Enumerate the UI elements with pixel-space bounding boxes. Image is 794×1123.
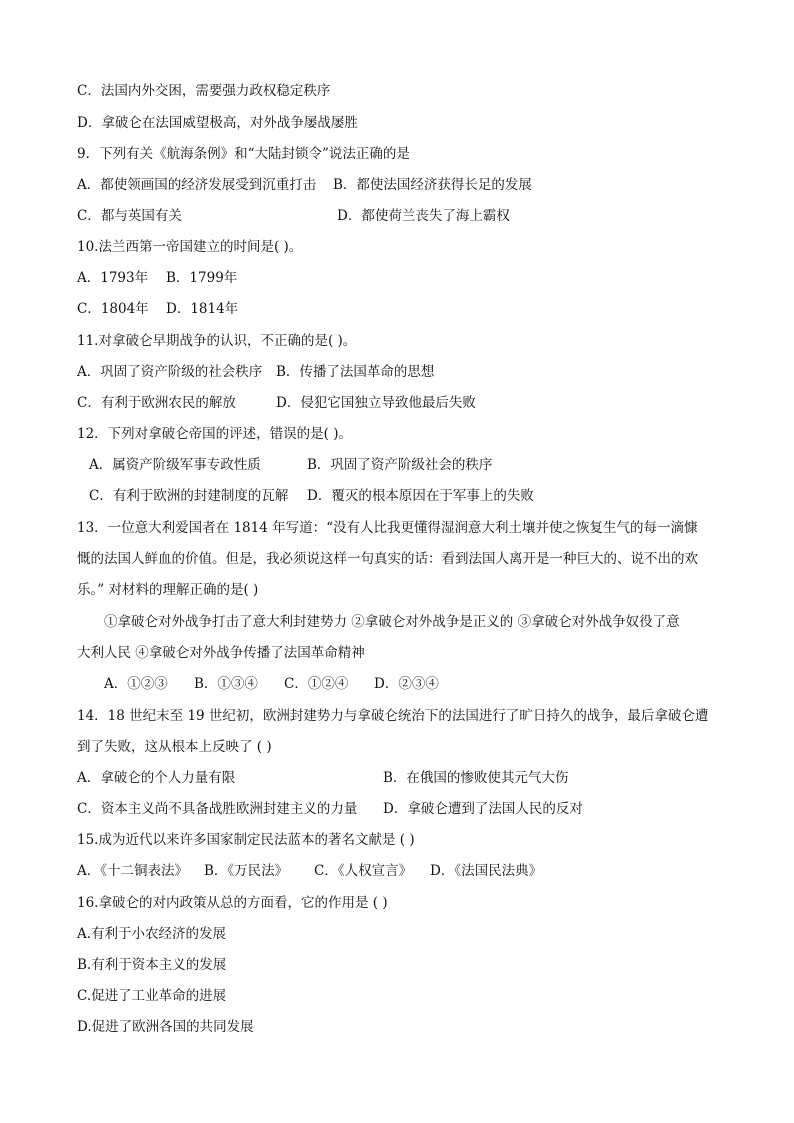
q15-option-b: B．《万民法》 [204, 863, 289, 879]
q13-statements-line1: ①拿破仑对外战争打击了意大利封建势力 ②拿破仑对外战争是正义的 ③拿破仑对外战争奴役了意 [104, 614, 680, 630]
q13-option-c: C．①②④ [284, 676, 349, 692]
q9-option-a: A．都使领画国的经济发展受到沉重打击 [77, 177, 317, 193]
q8-option-c: C．法国内外交困，需要强力政权稳定秩序 [77, 83, 331, 99]
q15-option-c: C．《人权宣言》 [314, 863, 413, 879]
q13-stem-line2: 慨的法国人鲜血的价值。但是，我必须说这样一句真实的话：看到法国人离开是一种巨大的、说不出的欢 [77, 551, 698, 567]
q11-option-d: D．侵犯它国独立导致他最后失败 [276, 395, 476, 411]
q16-option-d: D.促进了欧洲各国的共同发展 [77, 1019, 254, 1035]
q11-stem: 11.对拿破仑早期战争的认识，不正确的是( )。 [77, 333, 357, 349]
q14-option-d: D．拿破仑遭到了法国人民的反对 [383, 801, 583, 817]
q9-option-c: C．都与英国有关 [77, 208, 182, 224]
q10-option-d: D．1814年 [166, 301, 239, 317]
q13-option-d: D．②③④ [374, 676, 439, 692]
q11-option-a: A．巩固了资产阶级的社会秩序 [77, 364, 263, 380]
q13-option-b: B．①③④ [194, 676, 258, 692]
q16-option-c: C.促进了工业革命的进展 [77, 988, 227, 1004]
q12-option-c: C．有利于欧洲的封建制度的瓦解 [89, 488, 289, 504]
q15-option-a: A．《十二铜表法》 [77, 863, 188, 879]
q12-option-d: D．覆灭的根本原因在于军事上的失败 [307, 488, 534, 504]
q13-option-a: A．①②③ [104, 676, 168, 692]
q10-option-b: B．1799年 [166, 270, 238, 286]
q10-option-a: A．1793年 [77, 270, 149, 286]
q9-stem: 9．下列有关《航海条例》和“大陆封锁令”说法正确的是 [77, 146, 410, 162]
q13-statements-line2: 大利人民 ④拿破仑对外战争传播了法国革命精神 [77, 645, 365, 661]
q9-option-d: D．都使荷兰丧失了海上霸权 [337, 208, 510, 224]
q14-option-c: C．资本主义尚不具备战胜欧洲封建主义的力量 [77, 801, 358, 817]
q14-option-a: A．拿破仑的个人力量有限 [77, 770, 236, 786]
q12-stem: 12．下列对拿破仑帝国的评述，错误的是( )。 [77, 426, 353, 442]
q11-option-b: B．传播了法国革命的思想 [276, 364, 435, 380]
q12-option-b: B．巩固了资产阶级社会的秩序 [307, 457, 493, 473]
q16-option-a: A.有利于小农经济的发展 [77, 926, 227, 942]
q16-option-b: B.有利于资本主义的发展 [77, 957, 227, 973]
q11-option-c: C．有利于欧洲农民的解放 [77, 395, 236, 411]
q14-stem-line1: 14．18 世纪末至 19 世纪初，欧洲封建势力与拿破仑统治下的法国进行了旷日持久的战争，最后拿破仑遭 [77, 708, 709, 724]
q13-stem-line3: 乐。” 对材料的理解正确的是( ) [77, 582, 259, 598]
q13-stem-line1: 13．一位意大利爱国者在 1814 年写道：“没有人比我更懂得湿润意大利土壤并使之恢复生气的每一滴慷 [77, 520, 698, 536]
q15-stem: 15.成为近代以来许多国家制定民法蓝本的著名文献是 ( ) [77, 832, 415, 848]
q15-option-d: D．《法国民法典》 [430, 863, 543, 879]
q9-option-b: B．都使法国经济获得长足的发展 [333, 177, 532, 193]
q16-stem: 16.拿破仑的对内政策从总的方面看，它的作用是 ( ) [77, 895, 388, 911]
q12-option-a: A．属资产阶级军事专政性质 [89, 457, 261, 473]
q10-stem: 10.法兰西第一帝国建立的时间是( )。 [77, 239, 303, 255]
q14-option-b: B．在俄国的惨败使其元气大伤 [383, 770, 569, 786]
q10-option-c: C．1804年 [77, 301, 149, 317]
q14-stem-line2: 到了失败，这从根本上反映了 ( ) [77, 739, 272, 755]
q8-option-d: D．拿破仑在法国威望极高，对外战争屡战屡胜 [77, 115, 358, 131]
